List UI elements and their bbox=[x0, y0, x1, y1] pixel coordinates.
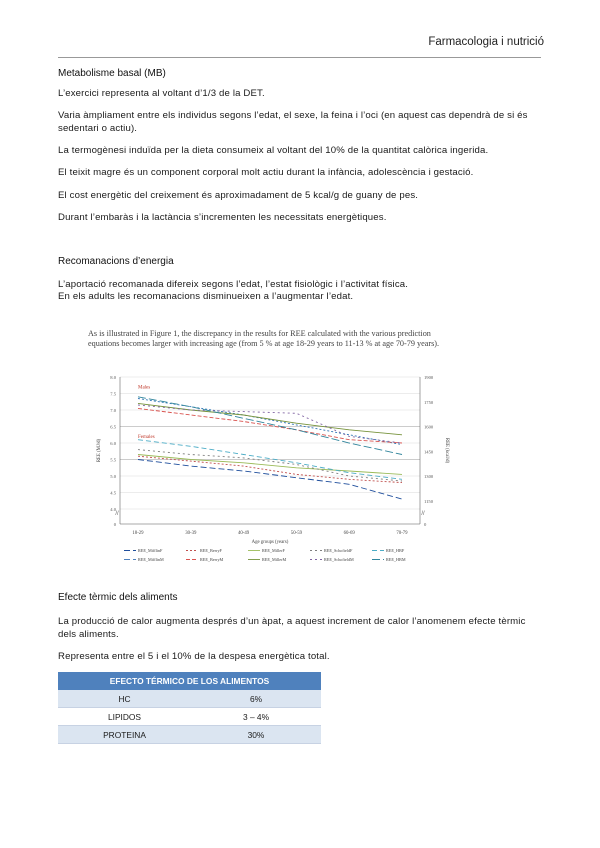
section-heading-metabolism: Metabolisme basal (MB) bbox=[58, 68, 166, 79]
series-line bbox=[138, 403, 402, 434]
x-tick-label: 18-29 bbox=[132, 531, 144, 536]
thermic-effect-table bbox=[58, 672, 321, 744]
table-row bbox=[58, 690, 321, 708]
y-tick-label: 5.5 bbox=[110, 457, 116, 463]
legend-label: REE_MillerF bbox=[262, 548, 285, 553]
y-right-tick-label: 1900 bbox=[424, 375, 434, 380]
legend-label: REE_HBM bbox=[386, 557, 406, 562]
paragraph: Durant l’embaràs i la lactància s’incrementen les necessitats energètiques. bbox=[58, 212, 387, 223]
series-line bbox=[138, 399, 402, 445]
chart-lines bbox=[138, 397, 402, 499]
table-cell-value: 30% bbox=[191, 726, 321, 744]
table-row bbox=[58, 708, 321, 726]
chart-legend bbox=[124, 548, 406, 562]
y-tick-label: 4.5 bbox=[110, 490, 116, 496]
y-right-tick-label: 1150 bbox=[424, 498, 434, 504]
chart-labels bbox=[97, 375, 449, 545]
figure-caption: As is illustrated in Figure 1, the discrepancy in the results for REE calculated with the various prediction equations becomes larger with increasing age (from 5 % at age 18-29 years to 11-13 % at age 70-79 years). bbox=[88, 329, 440, 348]
x-tick-label: 60-69 bbox=[343, 531, 355, 536]
y-right-tick-label: 1300 bbox=[424, 474, 434, 479]
legend-label: REE_MifflinM bbox=[138, 557, 164, 562]
x-tick-label: 50-59 bbox=[290, 531, 303, 536]
paragraph: L’exercici representa al voltant d’1/3 de la DET. bbox=[58, 88, 265, 99]
series-line bbox=[138, 456, 402, 482]
legend-label: REE_MifflinF bbox=[138, 548, 163, 553]
y-right-tick-label: 1450 bbox=[424, 449, 434, 455]
header-divider bbox=[58, 57, 541, 58]
paragraph: La termogènesi induïda per la dieta consumeix al voltant del 10% de la quantitat calòrica ingerida. bbox=[58, 145, 489, 156]
y-tick-label: 8.0 bbox=[110, 375, 116, 380]
legend-label: REE_MillerM bbox=[262, 557, 287, 562]
paragraph: El cost energètic del creixement és aproximadament de 5 kcal/g de guany de pes. bbox=[58, 190, 419, 201]
page-header-title: Farmacologia i nutrició bbox=[428, 36, 544, 48]
ree-line-chart bbox=[88, 327, 466, 577]
group-label-male: Males bbox=[138, 385, 151, 391]
x-tick-label: 40-49 bbox=[237, 531, 250, 536]
x-tick-label: 70-79 bbox=[396, 531, 408, 536]
y-right-axis-label: REE (kcal/d) bbox=[444, 437, 449, 464]
table-cell-nutrient: HC bbox=[58, 690, 191, 708]
chart-grid bbox=[120, 377, 420, 524]
paragraph: El teixit magre és un component corporal molt actiu durant la infància, adolescència i gestació. bbox=[58, 167, 474, 178]
y-tick-label: 6.5 bbox=[110, 424, 116, 430]
table-row bbox=[58, 726, 321, 744]
group-label-female: Females bbox=[138, 435, 155, 441]
y-tick-label: 4.0 bbox=[110, 507, 116, 512]
table-cell-nutrient: LIPIDOS bbox=[58, 708, 191, 726]
y-tick-label: 6.0 bbox=[110, 441, 116, 446]
paragraph: L’aportació recomanada difereix segons l’edat, l’estat fisiològic i l’activitat física. bbox=[58, 279, 409, 290]
x-axis-label: Age groups (years) bbox=[251, 540, 289, 545]
y-tick-label: 7.5 bbox=[110, 391, 116, 397]
x-tick-label: 30-39 bbox=[185, 531, 197, 536]
paragraph: Varia àmpliament entre els individus segons l’edat, el sexe, la feina i l’oci (en aquest cas dependrà de si és sedentari o actiu). bbox=[58, 110, 528, 134]
table-cell-value: 3 – 4% bbox=[191, 708, 321, 726]
y-right-tick-label: 0 bbox=[424, 522, 427, 527]
table-header: EFECTO TÉRMICO DE LOS ALIMENTOS bbox=[58, 672, 321, 690]
y-tick-label: 5.0 bbox=[110, 474, 116, 479]
y-axis-label: REE (MJ/d) bbox=[97, 438, 102, 463]
y-right-tick-label: 1750 bbox=[424, 399, 434, 405]
legend-label: REE_BerryM bbox=[200, 557, 224, 562]
section-heading-energy: Recomanacions d’energia bbox=[58, 256, 174, 267]
paragraph: En els adults les recomanacions disminueixen a l’augmentar l’edat. bbox=[58, 291, 354, 302]
legend-label: REE_SchofieldF bbox=[324, 548, 353, 553]
legend-label: REE_HBF bbox=[386, 548, 405, 553]
table-cell-nutrient: PROTEINA bbox=[58, 726, 191, 744]
paragraph: Representa entre el 5 i el 10% de la despesa energètica total. bbox=[58, 651, 330, 662]
y-right-tick-label: 1600 bbox=[424, 424, 434, 430]
y-tick-label: 0 bbox=[113, 522, 116, 527]
legend-label: REE_BerryF bbox=[200, 548, 222, 553]
series-line bbox=[138, 408, 402, 443]
section-heading-thermic: Efecte tèrmic dels aliments bbox=[58, 592, 178, 603]
legend-label: REE_SchofieldM bbox=[324, 557, 354, 562]
y-tick-label: 7.0 bbox=[110, 408, 116, 413]
table-cell-value: 6% bbox=[191, 690, 321, 708]
paragraph: La producció de calor augmenta després d’un àpat, a aquest increment de calor l’anomenem efecte tèrmic dels aliments. bbox=[58, 616, 526, 640]
axis-break-mark: // bbox=[421, 511, 425, 517]
axis-break-mark: // bbox=[115, 511, 119, 517]
